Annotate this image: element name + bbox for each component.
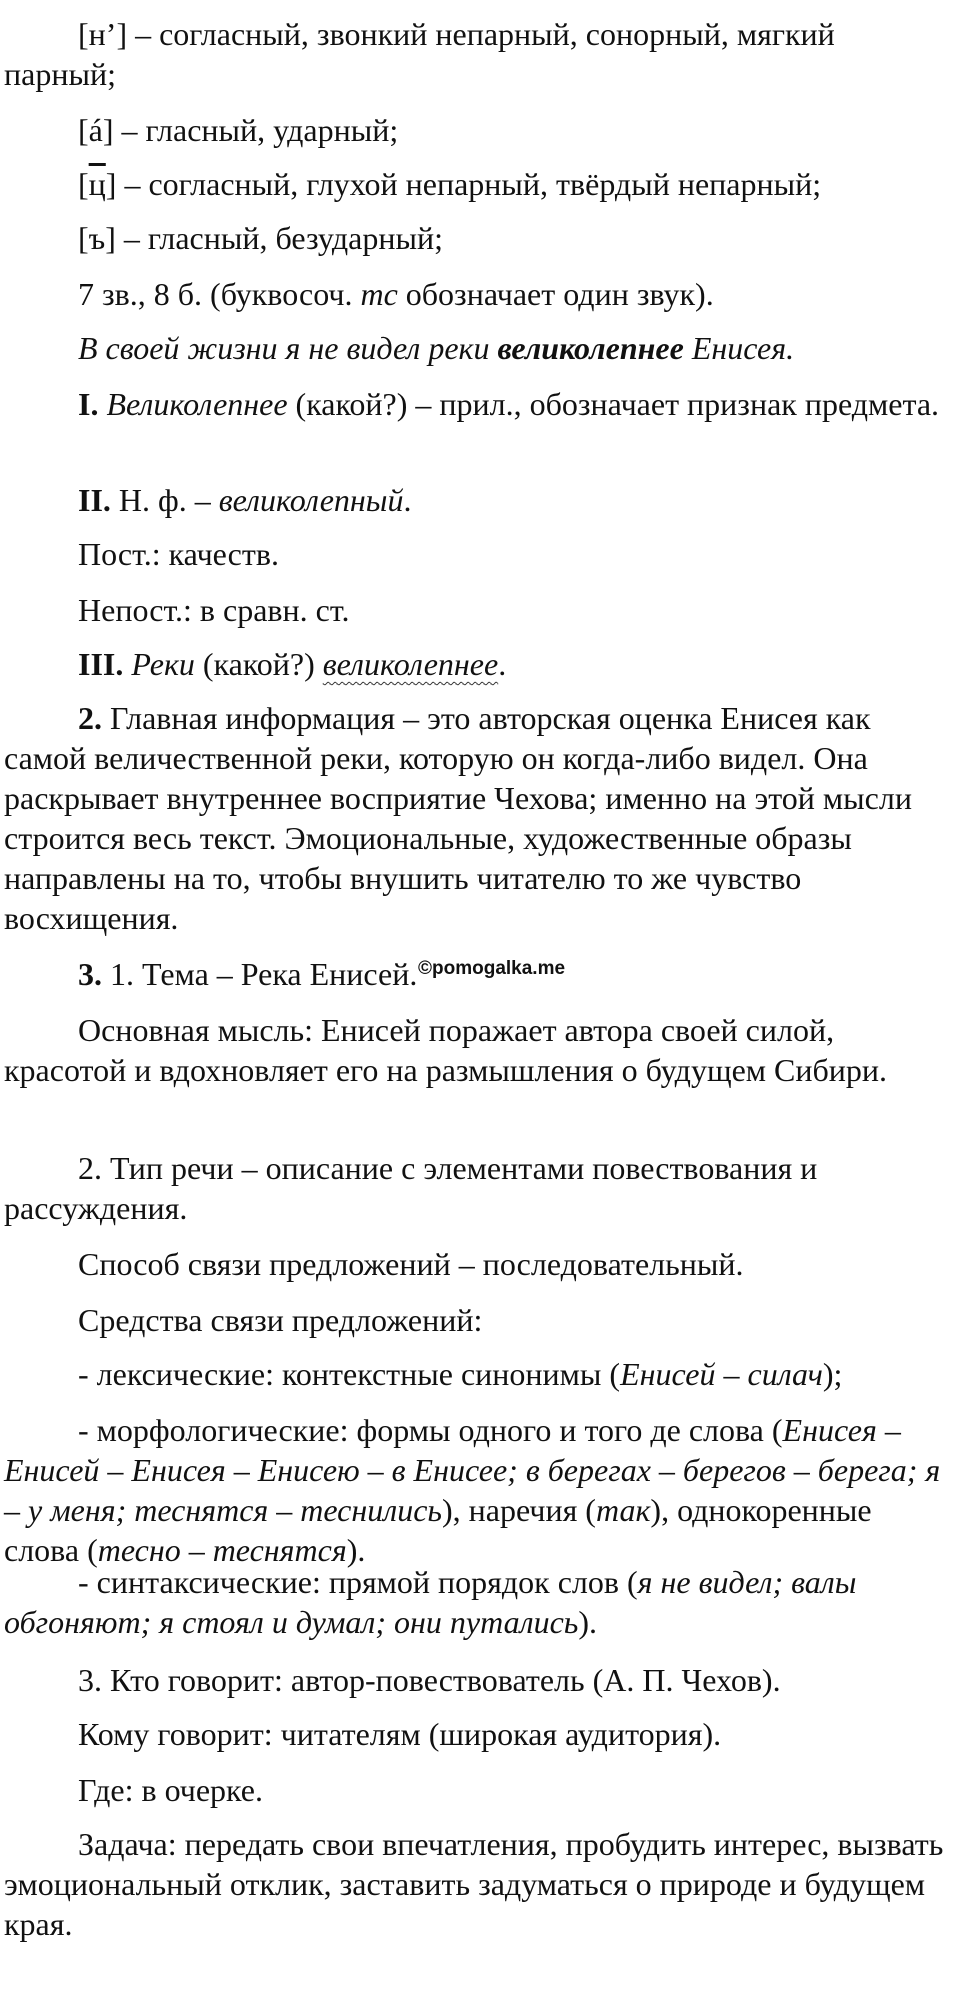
link-method: Способ связи предложений – последовательный.: [78, 1246, 744, 1282]
variable-features: Непост.: в сравн. ст.: [78, 592, 350, 628]
task-3-theme: 3. 1. Тема – Река Енисей.: [78, 956, 418, 992]
morphological-means: - морфологические: формы одного и того де слова (Енисея – Енисей – Енисея – Енисею – в Енисее; в берегах – берегов – берега; я – у меня; теснятся – теснились), наречия (так), однокоренные слова (тесно – теснятся).: [4, 1412, 941, 1568]
to-whom: Кому говорит: читателям (широкая аудитория).: [78, 1716, 722, 1752]
main-idea: Основная мысль: Енисей поражает автора своей силой, красотой и вдохновляет его на размышления о будущем Сибири.: [4, 1012, 888, 1088]
phonetic-n: [н’] – согласный, звонкий непарный, сонорный, мягкий парный;: [4, 16, 835, 92]
goal: Задача: передать свои впечатления, пробудить интерес, вызвать эмоциональный отклик, заставить задуматься о природе и будущем края.: [4, 1826, 944, 1942]
morph-part-2: II. Н. ф. – великолепный.: [78, 482, 412, 518]
constant-features: Пост.: качеств.: [78, 536, 279, 572]
link-means-heading: Средства связи предложений:: [78, 1302, 483, 1338]
morph-part-1: I. Великолепнее (какой?) – прил., обозначает признак предмета.: [78, 386, 940, 422]
phonetic-hard-sign: [ъ] – гласный, безударный;: [78, 220, 444, 256]
phonetic-a: [á] – гласный, ударный;: [78, 112, 399, 148]
who-speaks: 3. Кто говорит: автор-повествователь (А. П. Чехов).: [78, 1662, 781, 1698]
syntactic-means: - синтаксические: прямой порядок слов (я не видел; валы обгоняют; я стоял и думал; они путались).: [4, 1564, 857, 1640]
speech-type: 2. Тип речи – описание с элементами повествования и рассуждения.: [4, 1150, 818, 1226]
example-sentence: В своей жизни я не видел реки великолепнее Енисея.: [78, 330, 795, 366]
sound-letter-count: 7 зв., 8 б. (буквосоч. тс обозначает один звук).: [78, 276, 714, 312]
task-2-answer: 2. Главная информация – это авторская оценка Енисея как самой величественной реки, которую он когда-либо видел. Она раскрывает внутреннее восприятие Чехова; именно на этой мысли строится весь текст. Эмоциональные, художественные образы направлены на то, чтобы внушить читателю то же чувство восхищения.: [4, 700, 912, 936]
lexical-means: - лексические: контекстные синонимы (Енисей – силач);: [78, 1356, 843, 1392]
morph-part-3: III. Реки (какой?) великолепнее.: [78, 646, 507, 682]
phonetic-ts: [ц] – согласный, глухой непарный, твёрдый непарный;: [78, 166, 822, 202]
watermark: ©pomogalka.me: [418, 958, 566, 979]
where: Где: в очерке.: [78, 1772, 263, 1808]
